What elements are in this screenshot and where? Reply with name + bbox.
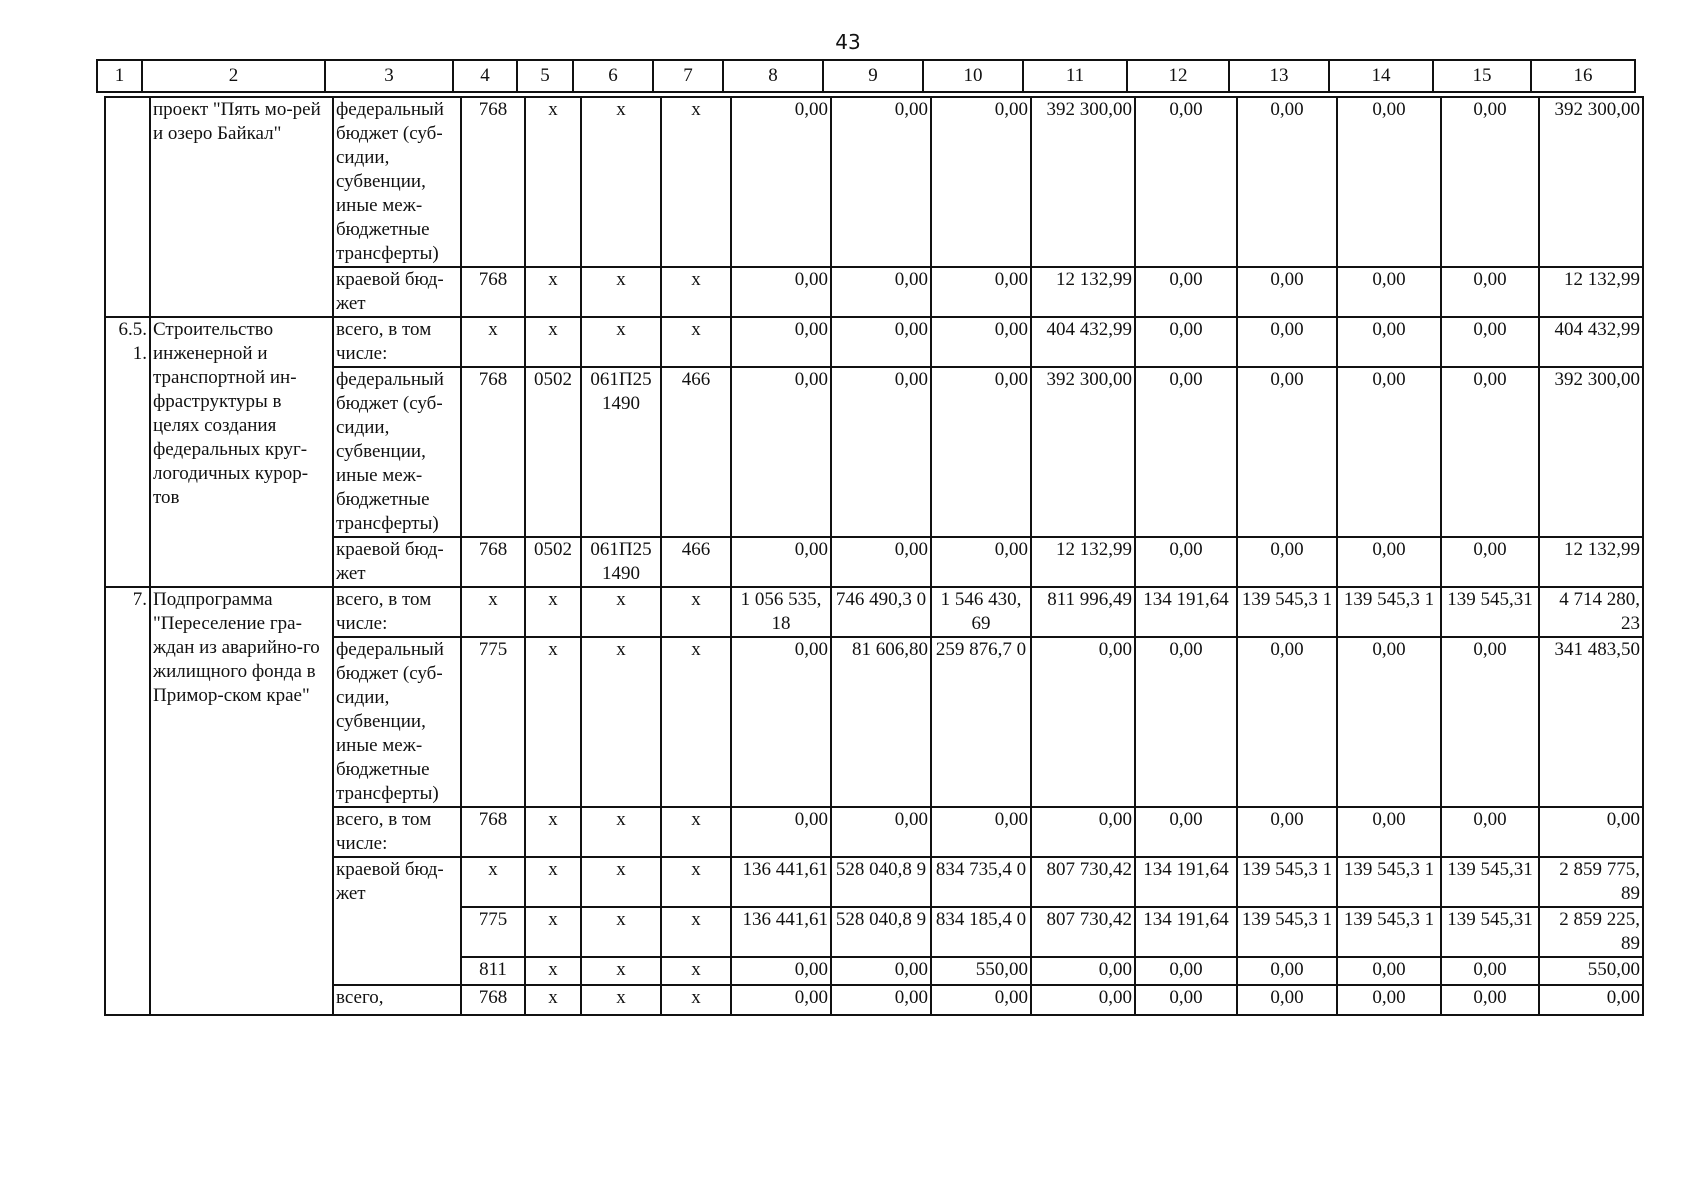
value-cell-col-14: 0,00	[1337, 267, 1441, 317]
value-cell-col-16: 2 859 775, 89	[1539, 857, 1643, 907]
value-cell-col-11: 807 730,42	[1031, 857, 1135, 907]
value-cell-col-6: х	[581, 97, 661, 267]
value-cell-col-5: х	[525, 985, 581, 1015]
value-cell-col-4: 811	[461, 957, 525, 985]
table-row	[105, 637, 1643, 807]
page-number: 43	[835, 30, 861, 54]
value-cell-col-15: 0,00	[1441, 957, 1539, 985]
value-cell-col-4: 768	[461, 807, 525, 857]
value-cell-col-12: 0,00	[1135, 807, 1237, 857]
value-cell-col-10: 0,00	[931, 367, 1031, 537]
value-cell-col-14: 139 545,3 1	[1337, 907, 1441, 957]
column-number-header	[96, 59, 1636, 93]
funding-source-cell: всего, в том числе:	[333, 807, 461, 857]
value-cell-col-11: 807 730,42	[1031, 907, 1135, 957]
value-cell-col-13: 0,00	[1237, 957, 1337, 985]
value-cell-col-12: 0,00	[1135, 367, 1237, 537]
header-cell-6: 6	[573, 60, 653, 92]
value-cell-col-9: 0,00	[831, 807, 931, 857]
value-cell-col-6: х	[581, 857, 661, 907]
value-cell-col-4: 768	[461, 367, 525, 537]
value-cell-col-13: 0,00	[1237, 317, 1337, 367]
value-cell-col-16: 2 859 225, 89	[1539, 907, 1643, 957]
header-cell-8: 8	[723, 60, 823, 92]
header-cell-4: 4	[453, 60, 517, 92]
value-cell-col-6: х	[581, 317, 661, 367]
row-number-cell: 6.5. 1.	[105, 317, 150, 587]
value-cell-col-16: 341 483,50	[1539, 637, 1643, 807]
value-cell-col-12: 0,00	[1135, 97, 1237, 267]
header-cell-16: 16	[1531, 60, 1635, 92]
value-cell-col-12: 0,00	[1135, 985, 1237, 1015]
funding-source-cell: всего, в том числе:	[333, 587, 461, 637]
header-row	[97, 60, 1635, 92]
funding-source-cell: федеральный бюджет (суб-сидии, субвенции, иные меж-бюджетные трансферты)	[333, 637, 461, 807]
value-cell-col-15: 0,00	[1441, 985, 1539, 1015]
value-cell-col-13: 139 545,3 1	[1237, 587, 1337, 637]
value-cell-col-14: 139 545,3 1	[1337, 857, 1441, 907]
value-cell-col-16: 404 432,99	[1539, 317, 1643, 367]
header-cell-13: 13	[1229, 60, 1329, 92]
value-cell-col-6: х	[581, 807, 661, 857]
value-cell-col-9: 0,00	[831, 367, 931, 537]
header-cell-10: 10	[923, 60, 1023, 92]
value-cell-col-12: 0,00	[1135, 317, 1237, 367]
value-cell-col-6: 061П25 1490	[581, 537, 661, 587]
value-cell-col-9: 528 040,8 9	[831, 857, 931, 907]
value-cell-col-10: 0,00	[931, 985, 1031, 1015]
value-cell-col-7: 466	[661, 367, 731, 537]
value-cell-col-11: 392 300,00	[1031, 97, 1135, 267]
value-cell-col-8: 0,00	[731, 807, 831, 857]
value-cell-col-12: 134 191,64	[1135, 857, 1237, 907]
value-cell-col-5: х	[525, 587, 581, 637]
value-cell-col-8: 0,00	[731, 637, 831, 807]
funding-source-cell: федеральный бюджет (суб-сидии, субвенции, иные меж-бюджетные трансферты)	[333, 367, 461, 537]
header-cell-5: 5	[517, 60, 573, 92]
value-cell-col-8: 136 441,61	[731, 907, 831, 957]
funding-source-cell: всего, в том числе:	[333, 317, 461, 367]
program-name-cell: проект "Пять мо-рей и озеро Байкал"	[150, 97, 333, 317]
value-cell-col-14: 0,00	[1337, 637, 1441, 807]
value-cell-col-16: 392 300,00	[1539, 367, 1643, 537]
header-cell-11: 11	[1023, 60, 1127, 92]
value-cell-col-10: 834 735,4 0	[931, 857, 1031, 907]
value-cell-col-9: 746 490,3 0	[831, 587, 931, 637]
value-cell-col-16: 12 132,99	[1539, 267, 1643, 317]
value-cell-col-9: 0,00	[831, 267, 931, 317]
table-row	[105, 317, 1643, 367]
value-cell-col-13: 0,00	[1237, 267, 1337, 317]
value-cell-col-5: х	[525, 317, 581, 367]
value-cell-col-8: 0,00	[731, 317, 831, 367]
value-cell-col-8: 0,00	[731, 367, 831, 537]
value-cell-col-15: 0,00	[1441, 807, 1539, 857]
funding-source-cell: краевой бюд-жет	[333, 267, 461, 317]
header-cell-12: 12	[1127, 60, 1229, 92]
value-cell-col-5: х	[525, 807, 581, 857]
value-cell-col-5: х	[525, 267, 581, 317]
value-cell-col-7: х	[661, 985, 731, 1015]
table-row	[105, 267, 1643, 317]
table-row	[105, 537, 1643, 587]
value-cell-col-13: 0,00	[1237, 97, 1337, 267]
value-cell-col-10: 0,00	[931, 267, 1031, 317]
value-cell-col-5: х	[525, 907, 581, 957]
value-cell-col-9: 0,00	[831, 537, 931, 587]
value-cell-col-11: 392 300,00	[1031, 367, 1135, 537]
value-cell-col-6: х	[581, 957, 661, 985]
value-cell-col-8: 0,00	[731, 97, 831, 267]
value-cell-col-14: 0,00	[1337, 957, 1441, 985]
value-cell-col-5: х	[525, 97, 581, 267]
value-cell-col-11: 404 432,99	[1031, 317, 1135, 367]
value-cell-col-4: х	[461, 857, 525, 907]
header-cell-15: 15	[1433, 60, 1531, 92]
value-cell-col-7: х	[661, 807, 731, 857]
value-cell-col-5: 0502	[525, 367, 581, 537]
value-cell-col-8: 0,00	[731, 985, 831, 1015]
program-name-cell: Строительство инженерной и транспортной ин-фраструктуры в целях создания федеральных круг-логодичных курор-тов	[150, 317, 333, 587]
value-cell-col-6: х	[581, 637, 661, 807]
value-cell-col-11: 0,00	[1031, 807, 1135, 857]
value-cell-col-13: 0,00	[1237, 807, 1337, 857]
value-cell-col-11: 0,00	[1031, 985, 1135, 1015]
value-cell-col-11: 811 996,49	[1031, 587, 1135, 637]
value-cell-col-6: х	[581, 267, 661, 317]
value-cell-col-5: х	[525, 637, 581, 807]
table-row	[105, 587, 1643, 637]
value-cell-col-16: 0,00	[1539, 807, 1643, 857]
header-cell-14: 14	[1329, 60, 1433, 92]
value-cell-col-16: 0,00	[1539, 985, 1643, 1015]
value-cell-col-10: 550,00	[931, 957, 1031, 985]
value-cell-col-6: х	[581, 907, 661, 957]
header-cell-2: 2	[142, 60, 325, 92]
header-cell-1: 1	[97, 60, 142, 92]
value-cell-col-9: 0,00	[831, 957, 931, 985]
value-cell-col-15: 0,00	[1441, 97, 1539, 267]
value-cell-col-16: 4 714 280, 23	[1539, 587, 1643, 637]
value-cell-col-15: 0,00	[1441, 537, 1539, 587]
row-number-cell: 7.	[105, 587, 150, 1015]
value-cell-col-15: 0,00	[1441, 267, 1539, 317]
table-row	[105, 367, 1643, 537]
value-cell-col-7: х	[661, 957, 731, 985]
value-cell-col-9: 0,00	[831, 97, 931, 267]
value-cell-col-10: 0,00	[931, 97, 1031, 267]
value-cell-col-5: х	[525, 857, 581, 907]
value-cell-col-7: х	[661, 907, 731, 957]
value-cell-col-7: х	[661, 317, 731, 367]
value-cell-col-7: х	[661, 267, 731, 317]
value-cell-col-6: х	[581, 985, 661, 1015]
value-cell-col-13: 0,00	[1237, 367, 1337, 537]
value-cell-col-8: 1 056 535, 18	[731, 587, 831, 637]
value-cell-col-14: 0,00	[1337, 537, 1441, 587]
value-cell-col-14: 0,00	[1337, 97, 1441, 267]
value-cell-col-14: 0,00	[1337, 317, 1441, 367]
funding-source-cell: федеральный бюджет (суб-сидии, субвенции, иные меж-бюджетные трансферты)	[333, 97, 461, 267]
value-cell-col-10: 1 546 430, 69	[931, 587, 1031, 637]
table-row	[105, 807, 1643, 857]
budget-table	[104, 96, 1644, 1016]
header-cell-7: 7	[653, 60, 723, 92]
value-cell-col-12: 0,00	[1135, 537, 1237, 587]
funding-source-cell: всего,	[333, 985, 461, 1015]
value-cell-col-10: 0,00	[931, 807, 1031, 857]
value-cell-col-4: 775	[461, 637, 525, 807]
value-cell-col-16: 392 300,00	[1539, 97, 1643, 267]
value-cell-col-10: 259 876,7 0	[931, 637, 1031, 807]
value-cell-col-16: 550,00	[1539, 957, 1643, 985]
value-cell-col-4: х	[461, 317, 525, 367]
value-cell-col-7: 466	[661, 537, 731, 587]
value-cell-col-14: 0,00	[1337, 367, 1441, 537]
value-cell-col-15: 0,00	[1441, 317, 1539, 367]
value-cell-col-12: 0,00	[1135, 957, 1237, 985]
header-cell-3: 3	[325, 60, 453, 92]
value-cell-col-4: 768	[461, 267, 525, 317]
funding-source-cell: краевой бюд-жет	[333, 857, 461, 985]
value-cell-col-10: 0,00	[931, 537, 1031, 587]
value-cell-col-13: 139 545,3 1	[1237, 857, 1337, 907]
value-cell-col-9: 0,00	[831, 985, 931, 1015]
value-cell-col-13: 0,00	[1237, 637, 1337, 807]
value-cell-col-4: 768	[461, 985, 525, 1015]
value-cell-col-14: 139 545,3 1	[1337, 587, 1441, 637]
value-cell-col-15: 139 545,31	[1441, 857, 1539, 907]
value-cell-col-8: 0,00	[731, 267, 831, 317]
value-cell-col-10: 0,00	[931, 317, 1031, 367]
table-row	[105, 985, 1643, 1015]
value-cell-col-9: 0,00	[831, 317, 931, 367]
value-cell-col-11: 0,00	[1031, 957, 1135, 985]
program-name-cell: Подпрограмма "Переселение гра-ждан из аварийно-го жилищного фонда в Примор-ском крае"	[150, 587, 333, 1015]
value-cell-col-12: 134 191,64	[1135, 587, 1237, 637]
row-number-cell	[105, 97, 150, 317]
value-cell-col-6: 061П25 1490	[581, 367, 661, 537]
value-cell-col-16: 12 132,99	[1539, 537, 1643, 587]
value-cell-col-5: х	[525, 957, 581, 985]
value-cell-col-7: х	[661, 97, 731, 267]
value-cell-col-11: 12 132,99	[1031, 537, 1135, 587]
value-cell-col-8: 136 441,61	[731, 857, 831, 907]
value-cell-col-11: 0,00	[1031, 637, 1135, 807]
value-cell-col-7: х	[661, 587, 731, 637]
value-cell-col-14: 0,00	[1337, 807, 1441, 857]
value-cell-col-12: 0,00	[1135, 267, 1237, 317]
value-cell-col-4: х	[461, 587, 525, 637]
value-cell-col-13: 0,00	[1237, 985, 1337, 1015]
table-row	[105, 97, 1643, 267]
table-row	[105, 857, 1643, 907]
value-cell-col-15: 139 545,31	[1441, 907, 1539, 957]
value-cell-col-12: 0,00	[1135, 637, 1237, 807]
value-cell-col-6: х	[581, 587, 661, 637]
value-cell-col-4: 768	[461, 537, 525, 587]
value-cell-col-14: 0,00	[1337, 985, 1441, 1015]
value-cell-col-8: 0,00	[731, 957, 831, 985]
header-cell-9: 9	[823, 60, 923, 92]
value-cell-col-5: 0502	[525, 537, 581, 587]
value-cell-col-9: 528 040,8 9	[831, 907, 931, 957]
value-cell-col-4: 768	[461, 97, 525, 267]
value-cell-col-15: 0,00	[1441, 637, 1539, 807]
value-cell-col-8: 0,00	[731, 537, 831, 587]
value-cell-col-4: 775	[461, 907, 525, 957]
value-cell-col-10: 834 185,4 0	[931, 907, 1031, 957]
value-cell-col-7: х	[661, 857, 731, 907]
value-cell-col-12: 134 191,64	[1135, 907, 1237, 957]
value-cell-col-9: 81 606,80	[831, 637, 931, 807]
value-cell-col-7: х	[661, 637, 731, 807]
value-cell-col-13: 0,00	[1237, 537, 1337, 587]
value-cell-col-15: 0,00	[1441, 367, 1539, 537]
value-cell-col-11: 12 132,99	[1031, 267, 1135, 317]
value-cell-col-13: 139 545,3 1	[1237, 907, 1337, 957]
funding-source-cell: краевой бюд-жет	[333, 537, 461, 587]
value-cell-col-15: 139 545,31	[1441, 587, 1539, 637]
